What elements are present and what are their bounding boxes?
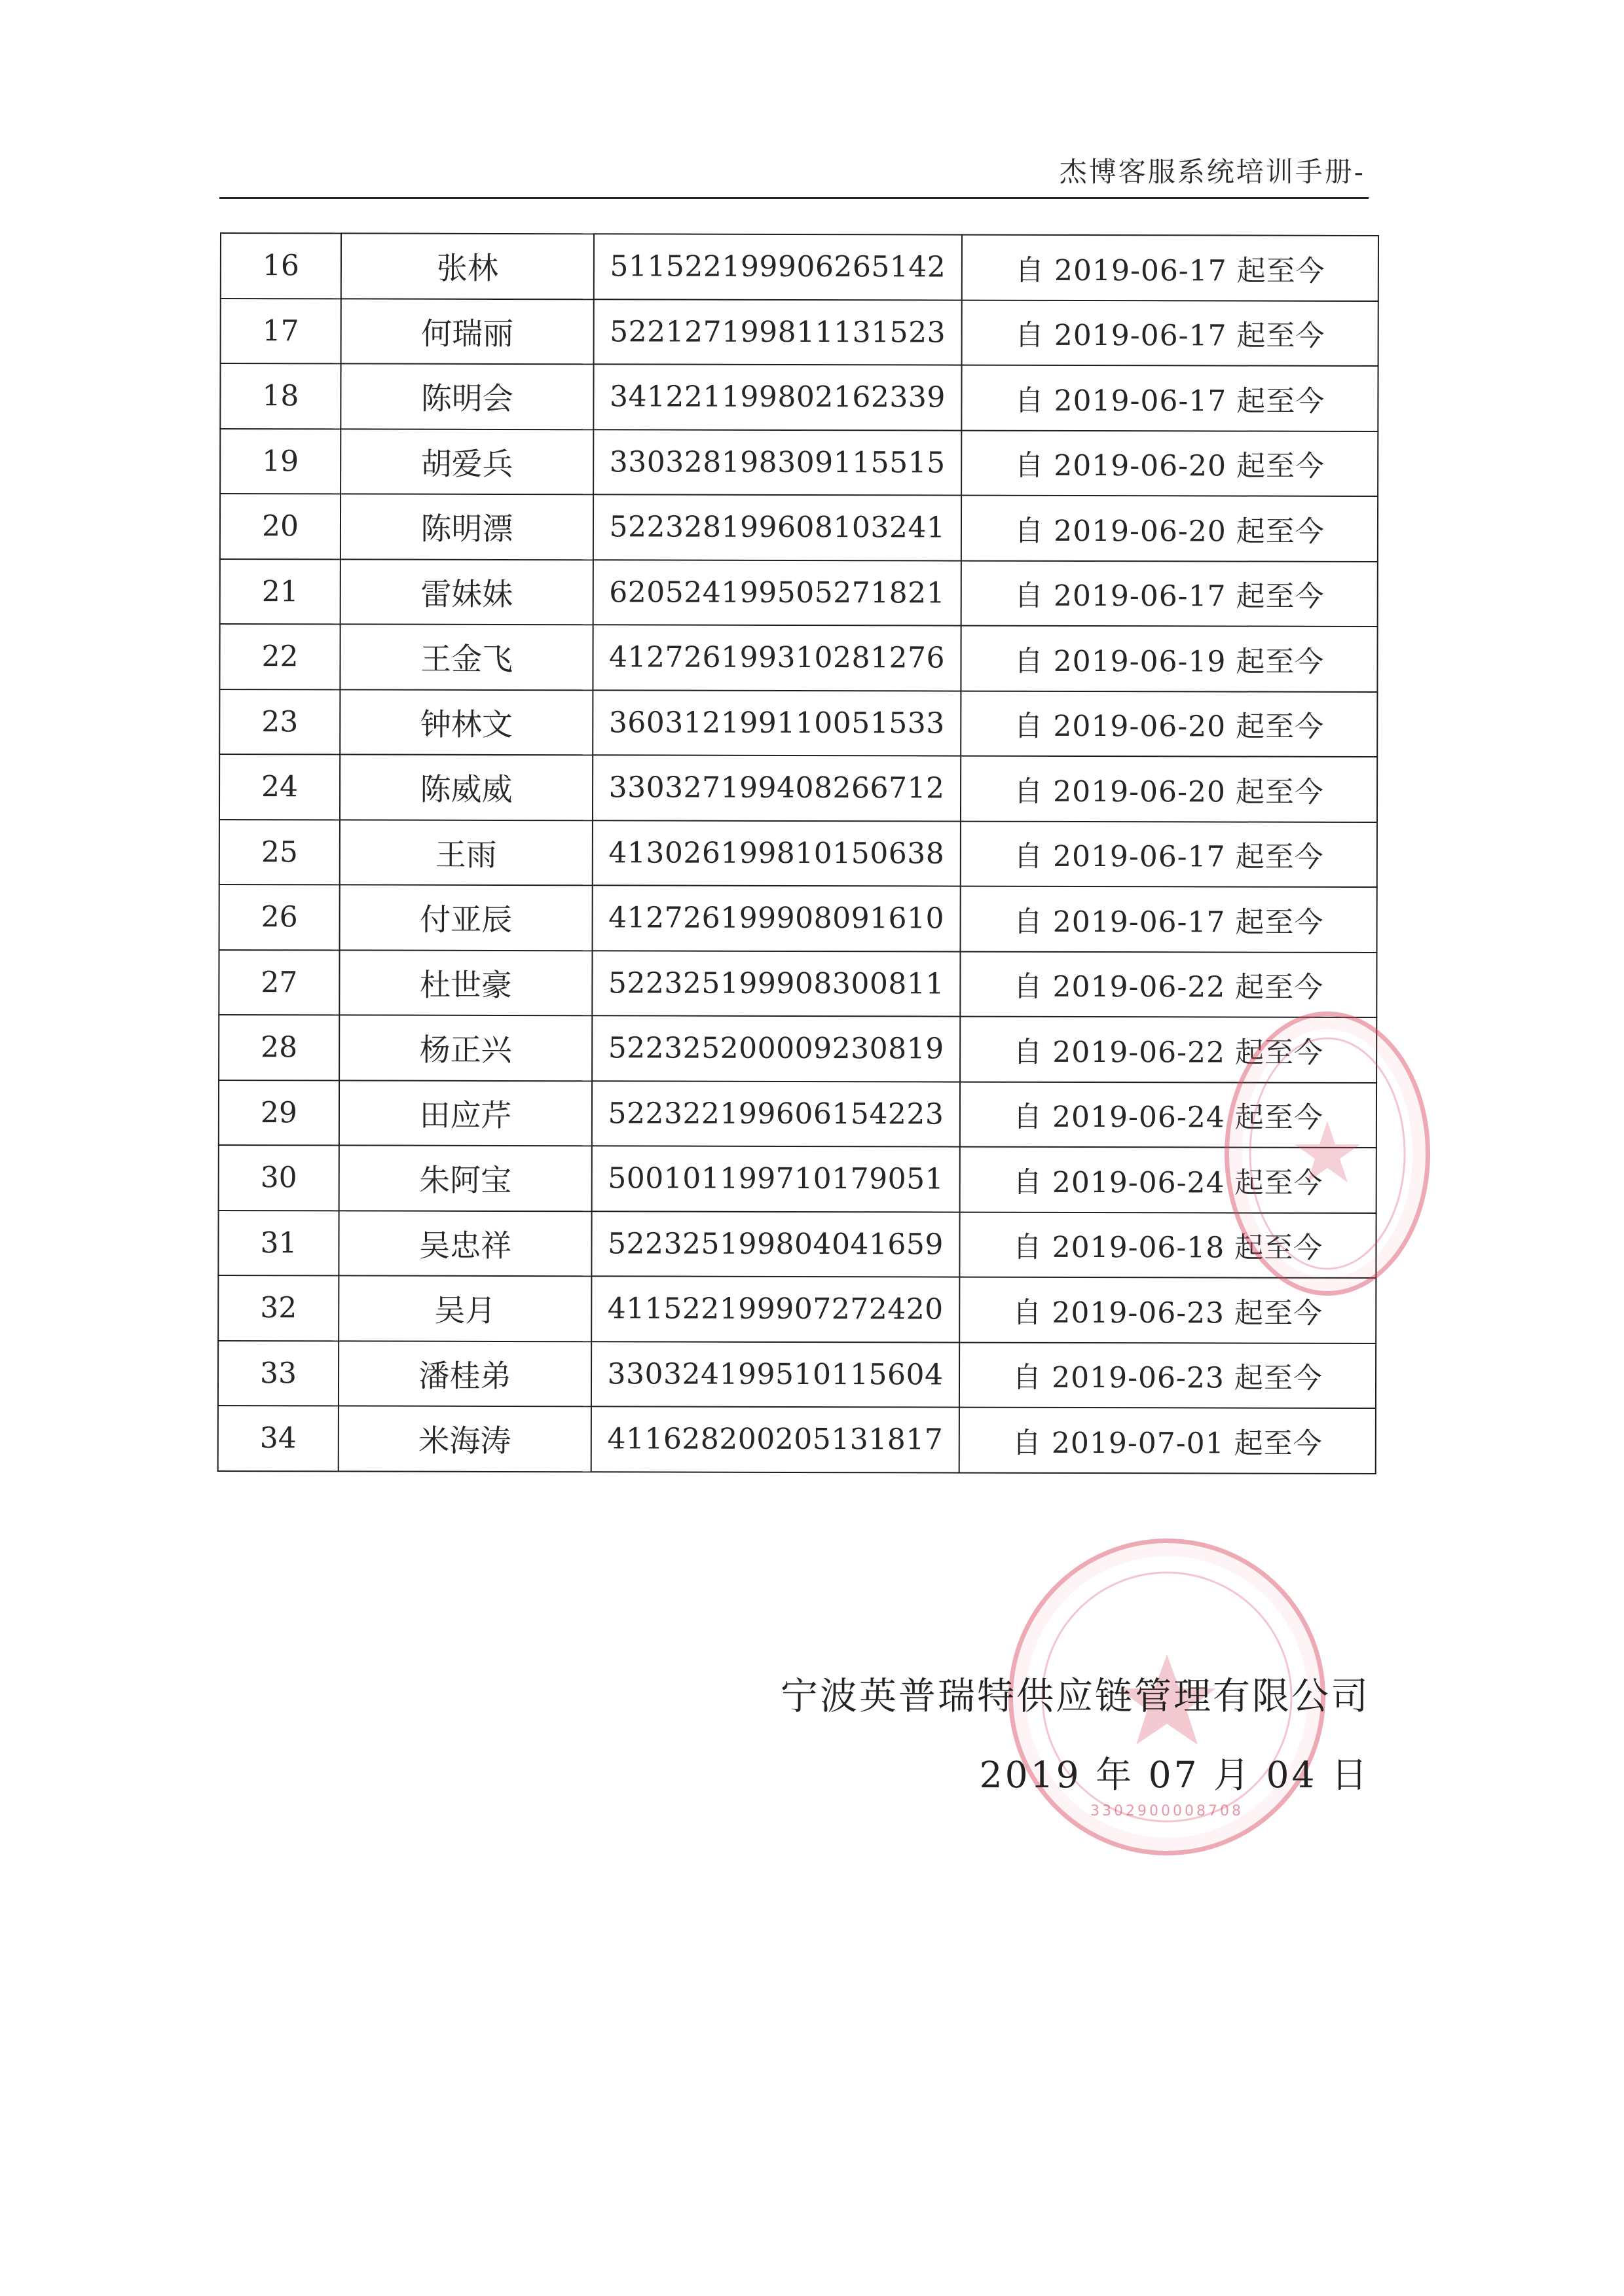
employment-period-cell: 自 2019-06-23 起至今 <box>959 1342 1376 1408</box>
id-number-cell: 360312199110051533 <box>593 690 961 756</box>
employment-period-cell: 自 2019-06-24 起至今 <box>960 1082 1376 1148</box>
id-number-cell: 411628200205131817 <box>591 1406 959 1472</box>
employee-name-cell: 张林 <box>341 233 594 299</box>
employment-period-cell: 自 2019-06-17 起至今 <box>961 821 1377 887</box>
id-number-cell: 500101199710179051 <box>592 1146 960 1212</box>
employment-period-cell: 自 2019-06-17 起至今 <box>961 886 1377 953</box>
table-row <box>219 820 1377 888</box>
row-number-cell: 18 <box>220 363 341 429</box>
employment-period-cell: 自 2019-06-22 起至今 <box>960 951 1376 1017</box>
row-number-cell: 27 <box>219 949 339 1015</box>
row-number-cell: 32 <box>218 1275 339 1341</box>
row-number-cell: 22 <box>219 624 340 689</box>
staff-table <box>217 232 1379 1474</box>
row-number-cell: 24 <box>219 754 340 820</box>
row-number-cell: 33 <box>218 1340 339 1406</box>
row-number-cell: 25 <box>219 820 340 885</box>
id-number-cell: 522328199608103241 <box>593 494 961 560</box>
employee-name-cell: 王雨 <box>340 820 593 885</box>
signature-date: 2019 年 07 月 04 日 <box>979 1754 1370 1796</box>
company-name: 宁波英普瑞特供应链管理有限公司 <box>781 1675 1370 1718</box>
employment-period-cell: 自 2019-06-22 起至今 <box>960 1017 1376 1083</box>
id-number-cell: 413026199810150638 <box>593 820 961 886</box>
row-number-cell: 28 <box>219 1015 339 1080</box>
id-number-cell: 412726199908091610 <box>593 885 961 951</box>
row-number-cell: 23 <box>219 689 340 755</box>
table-row <box>219 1145 1376 1213</box>
table-row <box>220 363 1378 431</box>
employment-period-cell: 自 2019-06-20 起至今 <box>961 430 1378 496</box>
employee-name-cell: 付亚辰 <box>340 884 593 950</box>
table-row <box>218 1340 1376 1408</box>
table-row <box>220 494 1378 562</box>
table-row <box>220 559 1378 627</box>
id-number-cell: 522325199804041659 <box>591 1211 959 1277</box>
employee-name-cell: 杜世豪 <box>339 950 592 1015</box>
id-number-cell: 522325200009230819 <box>592 1015 960 1082</box>
id-number-cell: 620524199505271821 <box>593 560 961 626</box>
row-number-cell: 16 <box>221 233 341 299</box>
employee-name-cell: 陈威威 <box>340 754 593 820</box>
employee-name-cell: 吴月 <box>339 1275 591 1341</box>
employment-period-cell: 自 2019-06-24 起至今 <box>960 1147 1376 1213</box>
employee-name-cell: 潘桂弟 <box>339 1341 591 1406</box>
employment-period-cell: 自 2019-06-19 起至今 <box>961 626 1377 692</box>
employee-name-cell: 何瑞丽 <box>341 299 594 364</box>
row-number-cell: 30 <box>219 1145 339 1211</box>
employee-name-cell: 吴忠祥 <box>339 1211 591 1276</box>
table-row <box>219 1015 1376 1083</box>
seal-star-icon <box>1229 1016 1426 1291</box>
table-row <box>221 299 1378 367</box>
id-number-cell: 412726199310281276 <box>593 625 961 691</box>
row-number-cell: 17 <box>221 299 341 364</box>
header-divider <box>219 197 1369 199</box>
employment-period-cell: 自 2019-06-17 起至今 <box>961 365 1378 431</box>
id-number-cell: 522325199908300811 <box>592 951 960 1017</box>
employee-name-cell: 米海涛 <box>339 1406 591 1471</box>
employee-name-cell: 陈明会 <box>341 363 593 429</box>
employment-period-cell: 自 2019-06-20 起至今 <box>961 756 1377 822</box>
row-number-cell: 19 <box>220 429 341 494</box>
employee-name-cell: 陈明漂 <box>341 494 593 559</box>
employment-period-cell: 自 2019-06-17 起至今 <box>962 300 1378 366</box>
seal-code: 3302900008708 <box>1090 1803 1244 1819</box>
employment-period-cell: 自 2019-06-20 起至今 <box>961 496 1378 562</box>
table-row <box>220 429 1378 497</box>
table-row <box>219 949 1376 1017</box>
employment-period-cell: 自 2019-06-23 起至今 <box>959 1277 1376 1343</box>
id-number-cell: 341221199802162339 <box>593 364 961 430</box>
employee-name-cell: 雷妹妹 <box>341 559 593 625</box>
table-row <box>219 884 1377 953</box>
company-seal-right <box>1225 1011 1430 1296</box>
table-row <box>218 1275 1376 1343</box>
signature-block <box>781 1666 1370 1798</box>
employment-period-cell: 自 2019-06-17 起至今 <box>962 235 1378 301</box>
row-number-cell: 20 <box>220 494 341 559</box>
row-number-cell: 34 <box>218 1406 339 1471</box>
employment-period-cell: 自 2019-07-01 起至今 <box>959 1408 1376 1474</box>
table-row <box>219 754 1377 822</box>
employee-name-cell: 钟林文 <box>340 689 593 755</box>
id-number-cell: 411522199907272420 <box>591 1276 959 1342</box>
table-row <box>218 1210 1376 1278</box>
staff-table-body <box>218 233 1378 1474</box>
id-number-cell: 330328198309115515 <box>593 429 961 496</box>
page-header-title: 杰博客服系统培训手册- <box>1059 156 1365 188</box>
id-number-cell: 522322199606154223 <box>592 1081 960 1147</box>
id-number-cell: 330324199510115604 <box>591 1341 959 1408</box>
row-number-cell: 21 <box>220 559 341 625</box>
id-number-cell: 511522199906265142 <box>594 234 962 300</box>
table-row <box>221 233 1378 301</box>
employee-name-cell: 王金飞 <box>340 624 593 689</box>
row-number-cell: 26 <box>219 884 340 950</box>
employee-name-cell: 杨正兴 <box>339 1015 592 1080</box>
employee-name-cell: 朱阿宝 <box>339 1145 592 1211</box>
row-number-cell: 31 <box>218 1210 339 1275</box>
employment-period-cell: 自 2019-06-18 起至今 <box>959 1212 1376 1278</box>
id-number-cell: 522127199811131523 <box>594 299 962 365</box>
employment-period-cell: 自 2019-06-17 起至今 <box>961 560 1378 627</box>
employee-name-cell: 胡爱兵 <box>341 429 593 494</box>
table-row <box>218 1406 1376 1474</box>
table-row <box>219 1080 1376 1148</box>
id-number-cell: 330327199408266712 <box>593 755 961 821</box>
table-row <box>219 624 1377 692</box>
employment-period-cell: 自 2019-06-20 起至今 <box>961 691 1377 757</box>
table-row <box>219 689 1377 757</box>
employee-name-cell: 田应芹 <box>339 1080 592 1146</box>
row-number-cell: 29 <box>219 1080 339 1145</box>
